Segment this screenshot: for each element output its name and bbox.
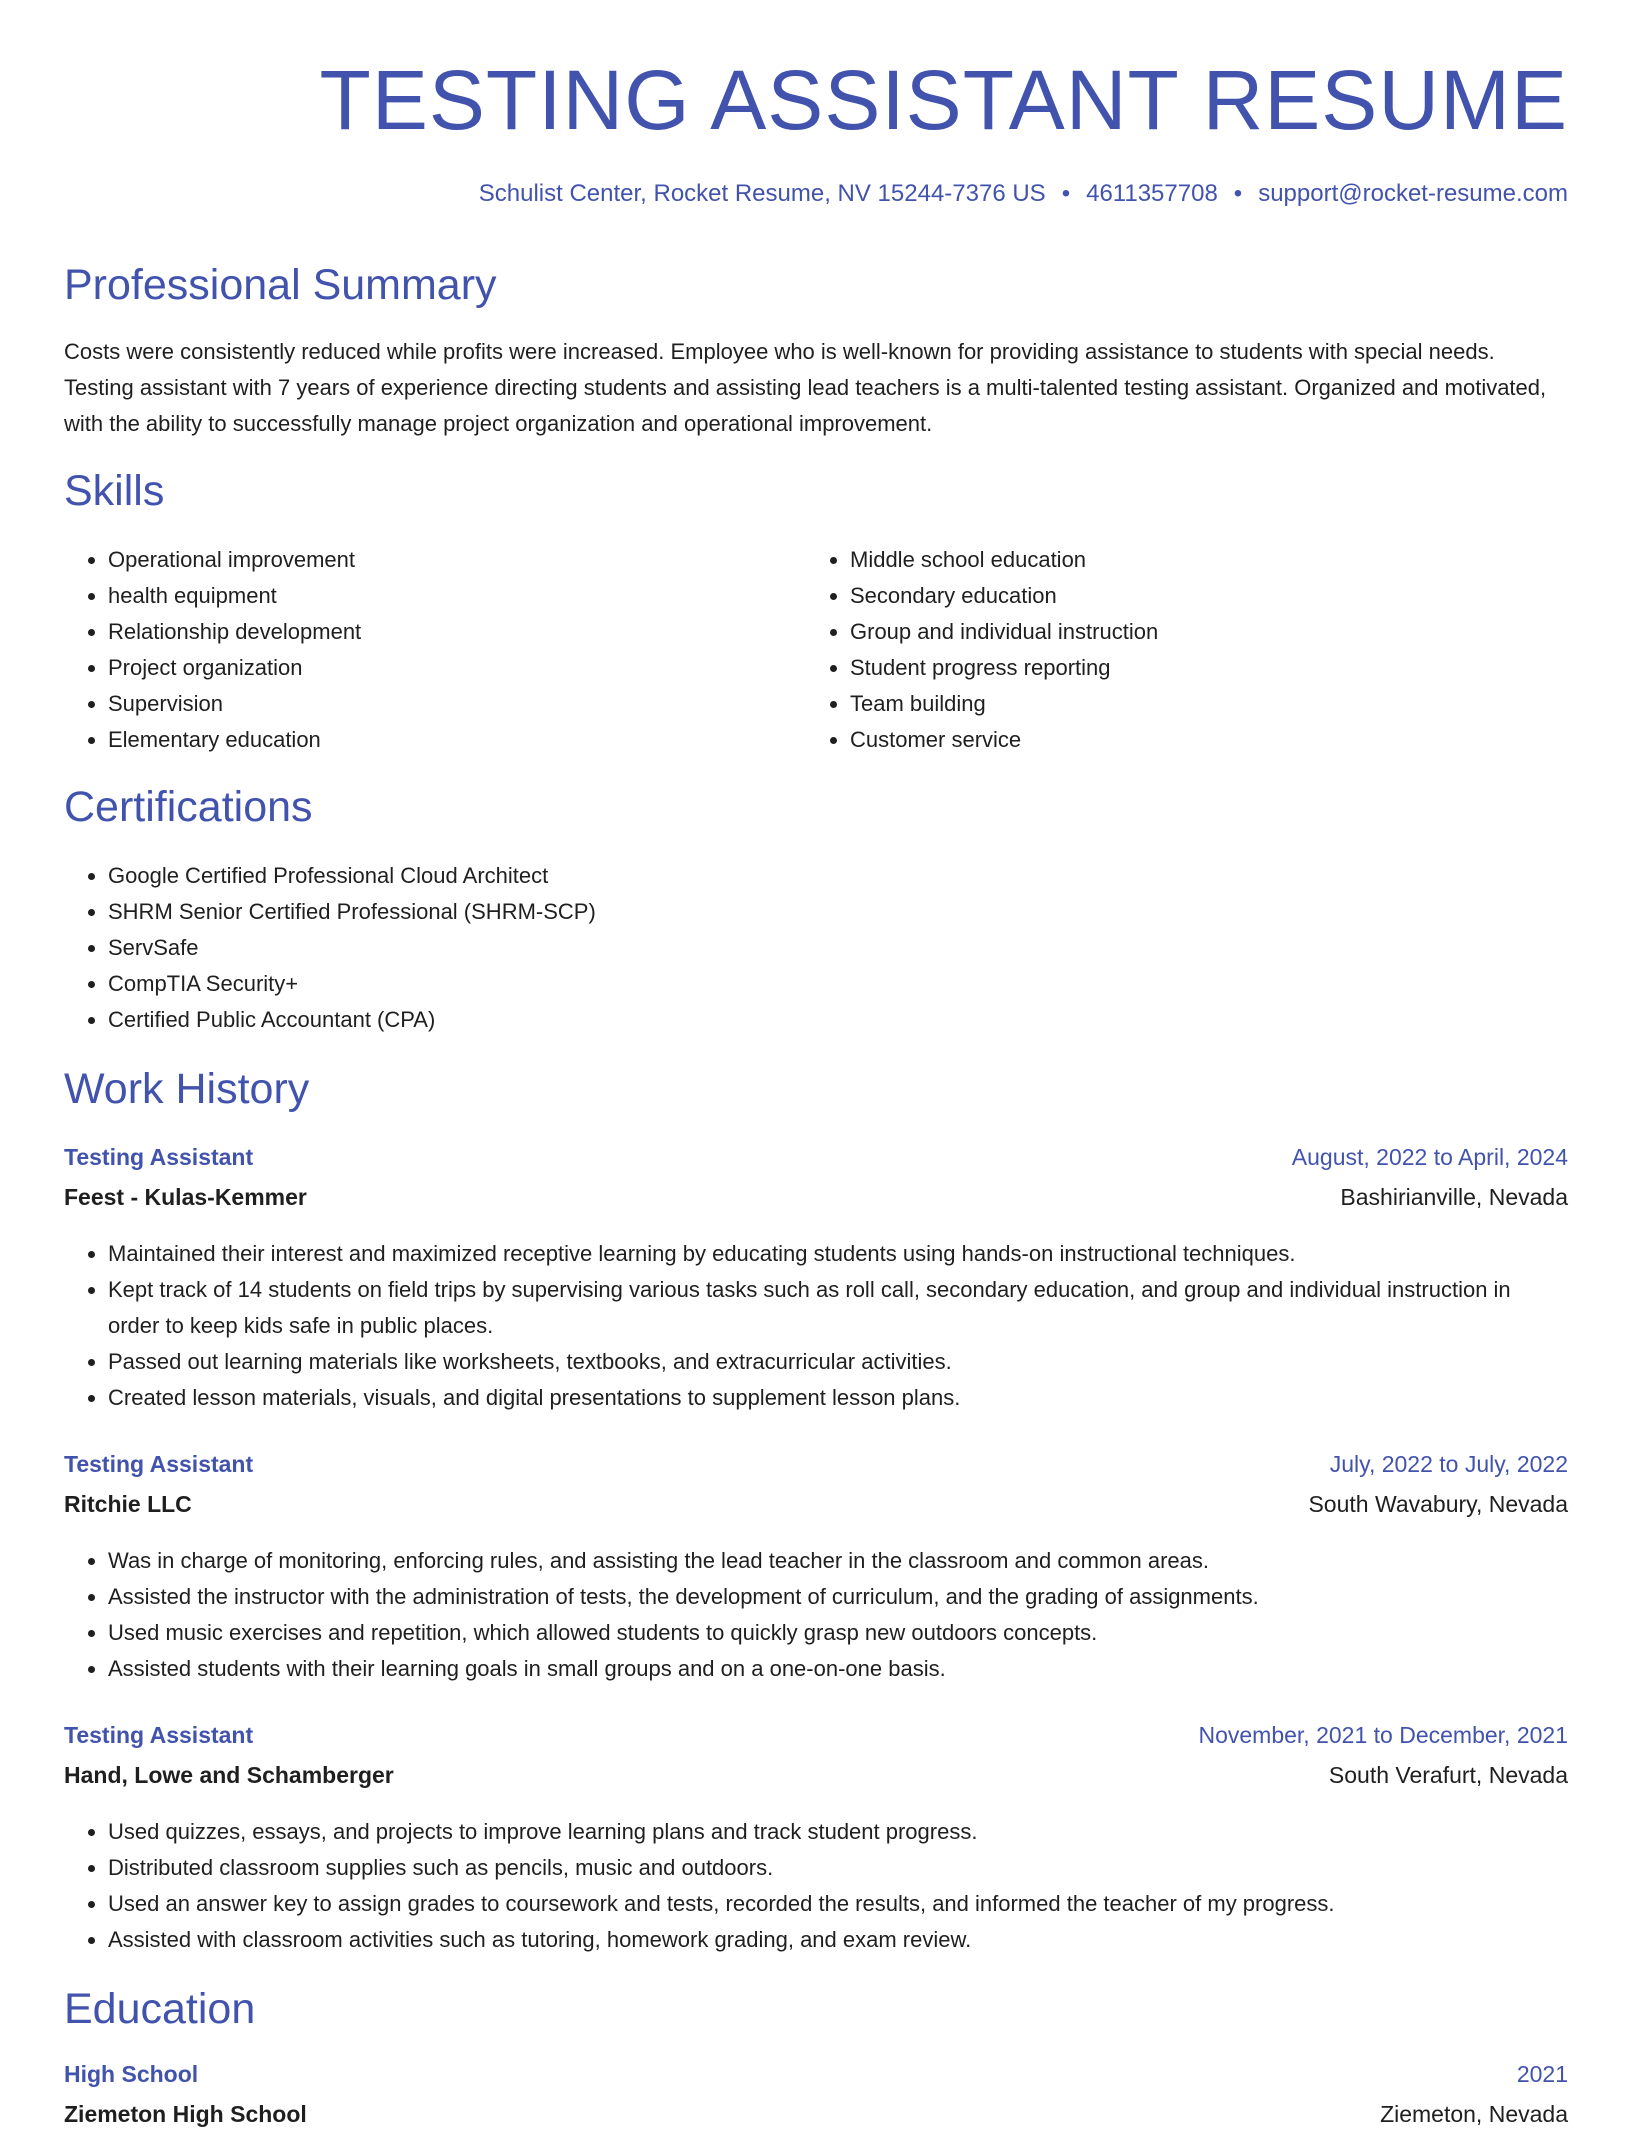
contact-phone: 4611357708: [1086, 180, 1218, 207]
job-location: Bashirianville, Nevada: [1340, 1184, 1568, 1210]
skill-item: • Secondary education: [850, 578, 1546, 614]
skill-item: • Group and individual instruction: [850, 614, 1546, 650]
skill-item: • Student progress reporting: [850, 650, 1546, 686]
job-bullet: • Used music exercises and repetition, which allowed students to quickly grasp new outdoors concepts.: [108, 1615, 1568, 1651]
job-title: Testing Assistant: [64, 1722, 254, 1748]
skills-column-right: [806, 542, 1546, 758]
education-degree: High School: [64, 2061, 199, 2087]
job-location: South Wavabury, Nevada: [1308, 1491, 1568, 1517]
job-bullet: • Distributed classroom supplies such as pencils, music and outdoors.: [108, 1850, 1568, 1886]
certifications-list: [64, 858, 1568, 1038]
job-bullet: • Used quizzes, essays, and projects to improve learning plans and track student progress.: [108, 1814, 1568, 1850]
certification-item: • Certified Public Accountant (CPA): [108, 1002, 1568, 1038]
skill-item: • Team building: [850, 686, 1546, 722]
page-title: TESTING ASSISTANT RESUME: [319, 53, 1568, 147]
section-heading-certifications: Certifications: [64, 783, 313, 831]
certification-item: • SHRM Senior Certified Professional (SHRM-SCP): [108, 894, 1568, 930]
section-heading-work-history: Work History: [64, 1065, 310, 1113]
summary-text: Costs were consistently reduced while profits were increased. Employee who is well-known for providing assistance to students with special needs. Testing assistant with 7 years of experience directing students and assisting lead teachers is a multi-talented testing assistant. Organized and motivated, with the ability to successfully manage project organization and operational improvement.: [64, 339, 1547, 436]
contact-email[interactable]: support@rocket-resume.com: [1258, 180, 1568, 207]
job-title: Testing Assistant: [64, 1144, 254, 1170]
job-company: Hand, Lowe and Schamberger: [64, 1762, 394, 1788]
contact-separator: •: [1061, 180, 1071, 207]
skill-item: • Operational improvement: [108, 542, 804, 578]
skills-column-left: [64, 542, 804, 758]
contact-address: Schulist Center, Rocket Resume, NV 15244-7376 US: [478, 180, 1046, 207]
job-bullet: • Created lesson materials, visuals, and digital presentations to supplement lesson plans.: [108, 1380, 1568, 1416]
education-year: 2021: [1516, 2061, 1568, 2087]
job-bullet: • Assisted students with their learning goals in small groups and on a one-on-one basis.: [108, 1651, 1568, 1687]
education-school: Ziemeton High School: [64, 2101, 307, 2127]
certification-item: • ServSafe: [108, 930, 1568, 966]
job-entry: [64, 1451, 1568, 1687]
job-company: Ritchie LLC: [64, 1491, 192, 1517]
job-dates: July, 2022 to July, 2022: [1329, 1451, 1568, 1477]
contact-line: [479, 180, 1568, 208]
skill-item: • Customer service: [850, 722, 1546, 758]
job-bullet: • Kept track of 14 students on field trips by supervising various tasks such as roll call, secondary education, and group and individual instruction in order to keep kids safe in public places.: [108, 1272, 1568, 1344]
job-bullet: • Used an answer key to assign grades to coursework and tests, recorded the results, and informed the teacher of my progress.: [108, 1886, 1568, 1922]
section-heading-education: Education: [64, 1985, 256, 2033]
skill-item: • Middle school education: [850, 542, 1546, 578]
certification-item: • CompTIA Security+: [108, 966, 1568, 1002]
education-location: Ziemeton, Nevada: [1380, 2101, 1568, 2127]
job-bullet: • Maintained their interest and maximized receptive learning by educating students using hands-on instructional techniques.: [108, 1236, 1568, 1272]
job-company: Feest - Kulas-Kemmer: [64, 1184, 307, 1210]
skill-item: • health equipment: [108, 578, 804, 614]
section-heading-summary: Professional Summary: [64, 261, 497, 309]
contact-separator: •: [1233, 180, 1243, 207]
job-bullet: • Assisted with classroom activities such as tutoring, homework grading, and exam review.: [108, 1922, 1568, 1958]
job-entry: [64, 1722, 1568, 1958]
job-bullet: • Assisted the instructor with the administration of tests, the development of curriculum, and the grading of assignments.: [108, 1579, 1568, 1615]
section-heading-skills: Skills: [64, 467, 165, 515]
job-location: South Verafurt, Nevada: [1328, 1762, 1568, 1788]
job-dates: November, 2021 to December, 2021: [1198, 1722, 1568, 1748]
skill-item: • Supervision: [108, 686, 804, 722]
job-dates: August, 2022 to April, 2024: [1291, 1144, 1568, 1170]
education-entry: [64, 2061, 1568, 2141]
certification-item: • Google Certified Professional Cloud Architect: [108, 858, 1568, 894]
job-bullet: • Passed out learning materials like worksheets, textbooks, and extracurricular activities.: [108, 1344, 1568, 1380]
job-title: Testing Assistant: [64, 1451, 254, 1477]
skill-item: • Relationship development: [108, 614, 804, 650]
skill-item: • Project organization: [108, 650, 804, 686]
job-entry: [64, 1144, 1568, 1416]
job-bullet: • Was in charge of monitoring, enforcing rules, and assisting the lead teacher in the classroom and common areas.: [108, 1543, 1568, 1579]
skill-item: • Elementary education: [108, 722, 804, 758]
